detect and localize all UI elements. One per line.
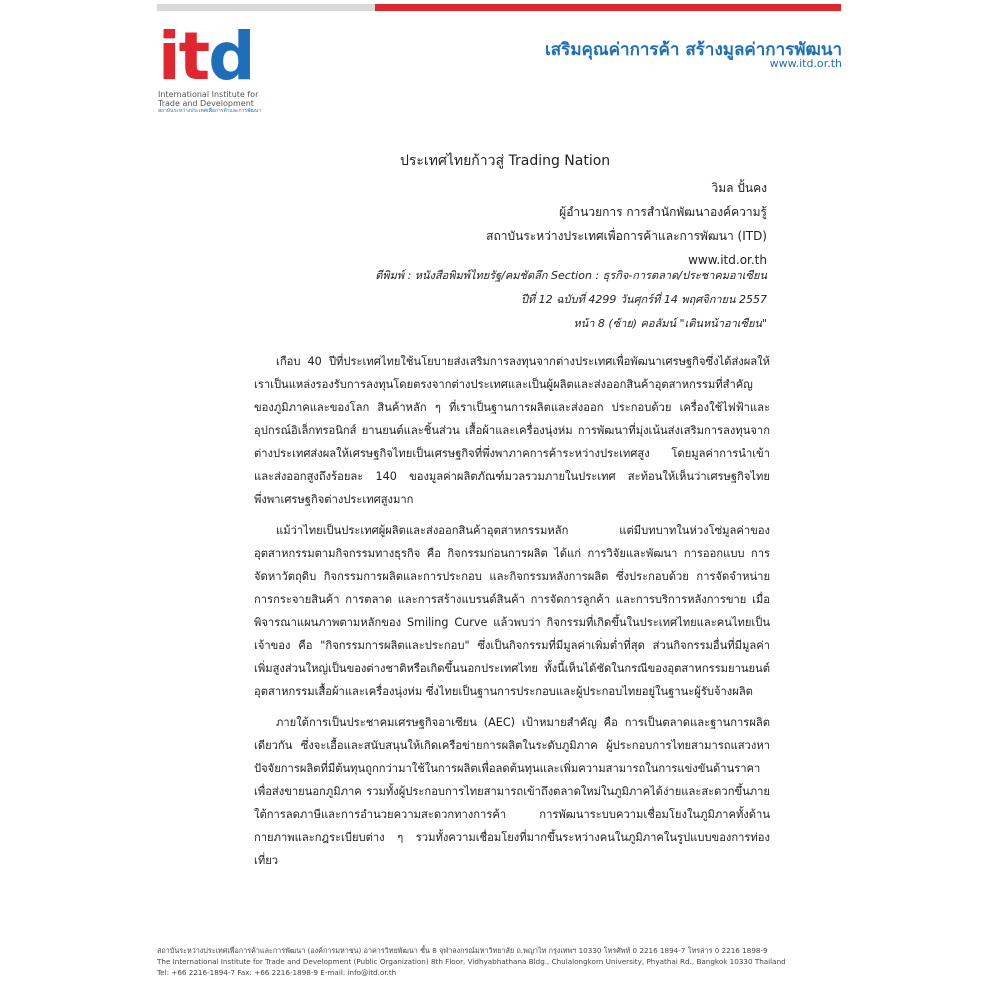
- page-footer: [157, 945, 847, 978]
- author-website: www.itd.or.th: [688, 253, 767, 267]
- author-org: สถาบันระหว่างประเทศเพื่อการค้าและการพัฒนา (ITD): [486, 229, 767, 243]
- logo-letter-i: i: [158, 18, 179, 95]
- article-body: [254, 350, 770, 880]
- source-line: ปีที่ 12 ฉบับที่ 4299 วันศุกร์ที่ 14 พฤศจิกายน 2557: [520, 293, 767, 306]
- source-line: ตีพิมพ์ : หนังสือพิมพ์ไทยรัฐ/คมชัดลึก Section : ธุรกิจ-การตลาด/ประชาคมอาเซียน: [375, 269, 767, 282]
- letterhead-website: www.itd.or.th: [769, 57, 842, 70]
- letterhead-slogan: เสริมคุณค่าการค้า สร้างมูลค่าการพัฒนา: [545, 40, 842, 60]
- source-line: หน้า 8 (ซ้าย) คอลัมน์ "เดินหน้าอาเซียน": [573, 317, 767, 330]
- logo-mark: [158, 18, 278, 95]
- author-position: ผู้อำนวยการ การสำนักพัฒนาองค์ความรู้: [559, 205, 767, 219]
- author-name: วิมล ปั้นคง: [711, 181, 767, 195]
- footer-address-en: The International Institute for Trade and Development (Public Organization) 8th Floor, Vidhyabhathana Bldg., Chulalongkorn University, Phyathai Rd., Bangkok 10330 Thailand: [157, 957, 786, 966]
- publication-source: [375, 264, 767, 336]
- logo-subtitle-th: สถาบันระหว่างประเทศเพื่อการค้าและการพัฒนา: [158, 108, 262, 114]
- logo-letter-d: d: [208, 18, 254, 95]
- logo-letter-t: t: [178, 18, 209, 95]
- article-title: ประเทศไทยก้าวสู่ Trading Nation: [400, 153, 611, 169]
- body-paragraph: ภายใต้การเป็นประชาคมเศรษฐกิจอาเซียน (AEC) เป้าหมายสำคัญ คือ การเป็นตลาดและฐานการผลิตเดียวกัน ซึ่งจะเอื้อและสนับสนุนให้เกิดเครือข่ายการผลิตในระดับภูมิภาค ผู้ประกอบการไทยสามารถแสวงหาปัจจัยการผลิตที่มีต้นทุนถูกกว่ามาใช้ในการผลิตเพื่อลดต้นทุนและเพิ่มความสามารถในการแข่งขันด้านราคาเพื่อส่งขายนอกภูมิภาค รวมทั้งผู้ประกอบการไทยสามารถเข้าถึงตลาดใหม่ในภูมิภาคได้ง่ายและสะดวกขึ้นภายใต้การลดภาษีและการอำนวยความสะดวกทางการค้า การพัฒนาระบบความเชื่อมโยงในภูมิภาคทั้งด้านกายภาพและกฎระเบียบต่าง ๆ รวมทั้งความเชื่อมโยงที่มากขึ้นระหว่างคนในภูมิภาคในรูปแบบของการท่องเที่ยว: [254, 716, 770, 867]
- body-paragraph: แม้ว่าไทยเป็นประเทศผู้ผลิตและส่งออกสินค้าอุตสาหกรรมหลัก แต่มีบทบาทในห่วงโซ่มูลค่าของอุตสาหกรรมตามกิจกรรมทางธุรกิจ คือ กิจกรรมก่อนการผลิต ได้แก่ การวิจัยและพัฒนา การออกแบบ การจัดหาวัตถุดิบ กิจกรรมการผลิตและการประกอบ และกิจกรรมหลังการผลิต ซึ่งประกอบด้วย การจัดจำหน่าย การกระจายสินค้า การตลาด และการสร้างแบรนด์สินค้า การจัดการลูกค้า และการบริการหลังการขาย เมื่อพิจารณาแผนภาพตามหลักของ Smiling Curve แล้วพบว่า กิจกรรมที่เกิดขึ้นในประเทศไทยและคนไทยเป็นเจ้าของ คือ "กิจกรรมการผลิตและประกอบ" ซึ่งเป็นกิจกรรมที่มีมูลค่าเพิ่มต่ำที่สุด ส่วนกิจกรรมอื่นที่มีมูลค่าเพิ่มสูงส่วนใหญ่เป็นของต่างชาติหรือเกิดขึ้นนอกประเทศไทย ทั้งนี้เห็นได้ชัดในกรณีของอุตสาหกรรมยานยนต์ อุตสาหกรรมเสื้อผ้าและเครื่องนุ่งห่ม ซึ่งไทยเป็นฐานการประกอบและผู้ประกอบไทยอยู่ในฐานะผู้รับจ้างผลิต: [254, 524, 770, 698]
- logo-subtitle-en: International Institute for Trade and Development: [158, 90, 259, 108]
- header-red-bar: [375, 4, 841, 11]
- itd-logo: [158, 18, 278, 126]
- footer-contact: Tel: +66 2216-1894-7 Fax: +66 2216-1898-9 E-mail: info@itd.or.th: [157, 968, 397, 977]
- header-grey-bar: [157, 4, 375, 11]
- author-block: [486, 176, 767, 272]
- footer-address-th: สถาบันระหว่างประเทศเพื่อการค้าและการพัฒนา (องค์การมหาชน) อาคารวิทยพัฒนา ชั้น 8 จุฬาลงกรณ์มหาวิทยาลัย ถ.พญาไท กรุงเทพฯ 10330 โทรศัพท์ 0 2216 1894-7 โทรสาร 0 2216 1898-9: [157, 946, 768, 955]
- body-paragraph: เกือบ 40 ปีที่ประเทศไทยใช้นโยบายส่งเสริมการลงทุนจากต่างประเทศเพื่อพัฒนาเศรษฐกิจซึ่งได้ส่งผลให้เราเป็นแหล่งรองรับการลงทุนโดยตรงจากต่างประเทศและเป็นผู้ผลิตและส่งออกสินค้าอุตสาหกรรมที่สำคัญของภูมิภาคและของโลก สินค้าหลัก ๆ ที่เราเป็นฐานการผลิตและส่งออก ประกอบด้วย เครื่องใช้ไฟฟ้าและอุปกรณ์อิเล็กทรอนิกส์ ยานยนต์และชิ้นส่วน เสื้อผ้าและเครื่องนุ่งห่ม การพัฒนาที่มุ่งเน้นส่งเสริมการลงทุนจากต่างประเทศส่งผลให้เศรษฐกิจไทยเป็นเศรษฐกิจที่พึ่งพาภาคการค้าระหว่างประเทศสูง โดยมูลค่าการนำเข้าและส่งออกสูงถึงร้อยละ 140 ของมูลค่าผลิตภัณฑ์มวลรวมภายในประเทศ สะท้อนให้เห็นว่าเศรษฐกิจไทยพึ่งพาเศรษฐกิจต่างประเทศสูงมาก: [254, 355, 770, 506]
